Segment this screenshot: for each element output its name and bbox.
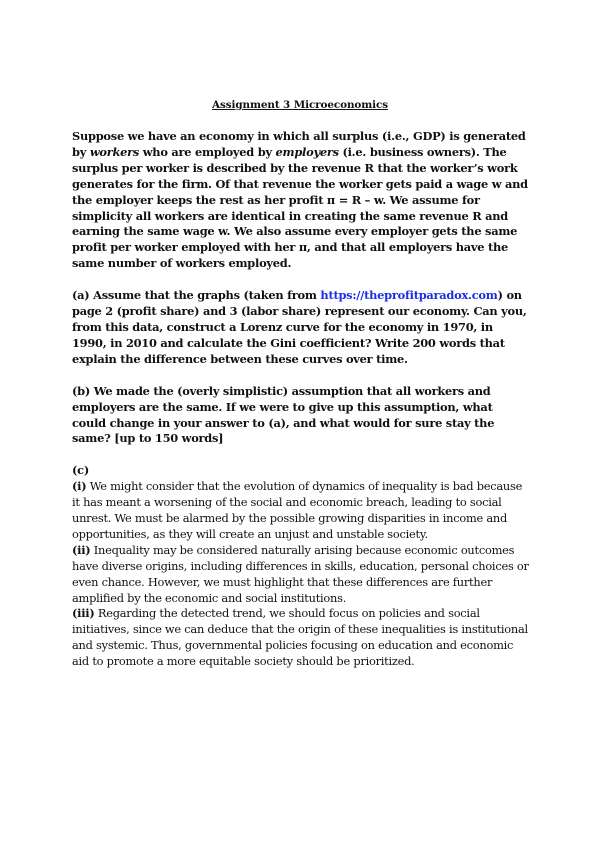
page-title: Assignment 3 Microeconomics [212, 99, 388, 111]
answer-i-text: We might consider that the evolution of dynamics of inequality is bad because it has meant a worsening of the social and economic breach, leading to social unrest. We must be alarmed by the possible growing disparities in income and opportunities, as they will create an unjust and unstable society. [72, 479, 523, 541]
employers-term: employers [275, 144, 339, 159]
answer-iii-label: (iii) [72, 606, 95, 621]
answer-i-label: (i) [72, 479, 87, 494]
workers-term: workers [89, 144, 140, 159]
answer-iii-paragraph [72, 606, 530, 670]
intro-paragraph [72, 129, 530, 272]
intro-text-1: Suppose we have an economy in which all surplus (i.e., GDP) is generated by [72, 129, 526, 159]
question-a-paragraph [72, 288, 530, 368]
question-a-text-1: (a) Assume that the graphs (taken from [72, 288, 321, 303]
answer-ii-text: Inequality may be considered naturally arising because economic outcomes have diverse origins, including differences in skills, education, personal choices or even chance. However, we must highlight that these differences are further amplified by the economic and social institutions. [72, 542, 529, 605]
answer-i-paragraph [72, 479, 530, 543]
answer-iii-text: Regarding the detected trend, we should focus on policies and social initiatives, since we can deduce that the origin of these inequalities is institutional and systemic. Thus, governmental policies focusing on education and economic aid to promote a more equitable society should be prioritized. [72, 606, 528, 669]
question-c-label: (c) [72, 463, 89, 478]
spacer [72, 368, 530, 384]
intro-text-2: who are employed by [139, 144, 276, 159]
spacer [72, 272, 530, 288]
spacer [72, 447, 530, 463]
answer-ii-label: (ii) [72, 542, 91, 557]
profit-paradox-link[interactable]: https://theprofitparadox.com [320, 288, 498, 303]
answer-ii-paragraph [72, 543, 530, 607]
question-b-paragraph: (b) We made the (overly simplistic) assumption that all workers and employers are the same. If we were to give up this assumption, what could change in your answer to (a), and what would for sure stay the same? [up to 150 words] [72, 383, 495, 446]
intro-text-3: (i.e. business owners). The surplus per worker is described by the revenue R that the worker’s work generates for the firm. Of that revenue the worker gets paid a wage w and the employer keeps the rest as her profit π = R – w. We assume for simplicity all workers are identical in creating the same revenue R and earning the same wage w. We also assume every employer gets the same profit per worker employed with her π, and that all employers have the same number of workers employed. [72, 144, 528, 271]
document-body [72, 129, 530, 670]
question-a-text-2: ) on page 2 (profit share) and 3 (labor share) represent our economy. Can you, from this data, construct a Lorenz curve for the economy in 1970, in 1990, in 2010 and calculate the Gini coefficient? Write 200 words that explain the difference between these curves over time. [72, 288, 527, 366]
